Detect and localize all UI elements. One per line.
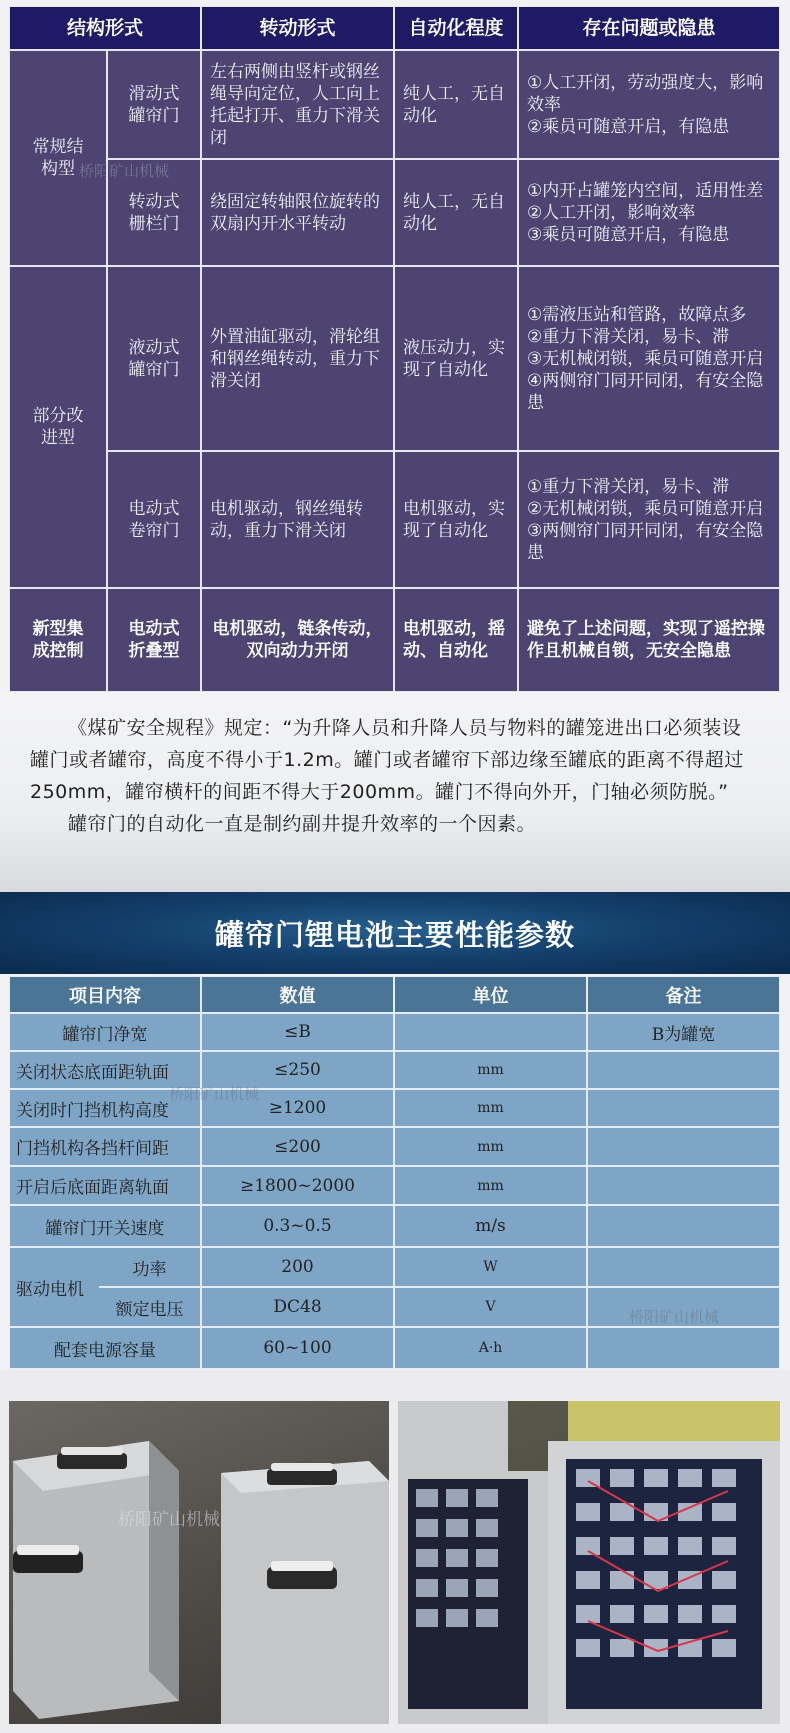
row4-issues: ①重力下滑关闭，易卡、滞 ②无机械闭锁，乘员可随意开启 ③两侧帘门同开同闭，有安全隐患	[518, 451, 780, 588]
param-note	[587, 1205, 780, 1247]
header-rotation: 转动形式	[201, 6, 394, 50]
type-hydraulic-curtain: 液动式 罐帘门	[107, 266, 201, 451]
capacity-unit: A·h	[394, 1327, 587, 1369]
header-issues: 存在问题或隐患	[518, 6, 780, 50]
row5-rotation: 电机驱动，链条传动，双向动力开闭	[201, 588, 394, 692]
param-unit: mm	[394, 1127, 587, 1166]
motor-voltage-label: 额定电压	[99, 1287, 201, 1327]
param-unit: m/s	[394, 1205, 587, 1247]
row2-issues: ①内开占罐笼内空间，适用性差 ②人工开闭，影响效率 ③乘员可随意开启，有隐患	[518, 159, 780, 266]
header-structure: 结构形式	[9, 6, 201, 50]
row3-automation: 液压动力，实现了自动化	[394, 266, 518, 451]
motor-voltage-value: DC48	[201, 1287, 394, 1327]
motor-power-label: 功率	[99, 1247, 201, 1287]
section-title: 罐帘门锂电池主要性能参数	[214, 917, 575, 952]
param-unit	[394, 1013, 587, 1051]
row5-automation: 电机驱动，摇动、自动化	[394, 588, 518, 692]
row3-rotation: 外置油缸驱动，滑轮组和钢丝绳转动，重力下滑关闭	[201, 266, 394, 451]
automation-note: 罐帘门的自动化一直是制约副井提升效率的一个因素。	[68, 813, 537, 835]
row1-issues: ①人工开闭，劳动强度大，影响效率 ②乘员可随意开启，有隐患	[518, 50, 780, 159]
header-automation: 自动化程度	[394, 6, 518, 50]
open-boxes-illustration	[398, 1401, 780, 1724]
param-note	[587, 1051, 780, 1089]
motor-power-value: 200	[201, 1247, 394, 1287]
param-value: ≥1200	[201, 1089, 394, 1127]
capacity-item: 配套电源容量	[9, 1327, 201, 1369]
row1-rotation: 左右两侧由竖杆或钢丝绳导向定位，人工向上托起打开、重力下滑关闭	[201, 50, 394, 159]
watermark: 桥阳矿山机械	[118, 1510, 220, 1530]
param-note	[587, 1089, 780, 1127]
param-unit: mm	[394, 1051, 587, 1089]
product-photos	[0, 1370, 790, 1733]
group-new-integrated: 新型集 成控制	[9, 588, 107, 692]
photo-closed-boxes	[9, 1401, 389, 1724]
structure-comparison-table	[9, 6, 780, 692]
row4-rotation: 电机驱动，钢丝绳转动，重力下滑关闭	[201, 451, 394, 588]
regulation-text: 《煤矿安全规程》规定：“为升降人员和升降人员与物料的罐笼进出口必须装设罐门或者罐帘，高度不得小于1.2m。罐门或者罐帘下部边缘至罐底的距离不得超过250mm，罐帘横杆的间距不得大于200mm。罐门不得向外开，门轴必须防脱。”	[30, 717, 744, 803]
param-item: 关闭状态底面距轨面	[9, 1051, 201, 1089]
closed-boxes-illustration	[9, 1401, 389, 1724]
watermark: 桥阳矿山机械	[79, 162, 170, 180]
param-unit: mm	[394, 1166, 587, 1205]
param-item: 门挡机构各挡杆间距	[9, 1127, 201, 1166]
header-note: 备注	[587, 976, 780, 1013]
watermark: 桥阳矿山机械	[169, 1085, 260, 1103]
row5-issues: 避免了上述问题，实现了遥控操作且机械自锁，无安全隐患	[518, 588, 780, 692]
motor-power-unit: W	[394, 1247, 587, 1287]
row3-issues: ①需液压站和管路，故障点多 ②重力下滑关闭，易卡、滞 ③无机械闭锁，乘员可随意开启 ④两侧帘门同开同闭，有安全隐患	[518, 266, 780, 451]
group-improved: 部分改 进型	[9, 266, 107, 588]
motor-label: 驱动电机	[9, 1247, 99, 1327]
capacity-note	[587, 1327, 780, 1369]
param-value: ≥1800~2000	[201, 1166, 394, 1205]
regulation-paragraph	[0, 692, 790, 892]
param-item: 关闭时门挡机构高度	[9, 1089, 201, 1127]
motor-voltage-unit: V	[394, 1287, 587, 1327]
capacity-value: 60~100	[201, 1327, 394, 1369]
watermark: 桥阳矿山机械	[629, 1308, 720, 1326]
param-value: 0.3~0.5	[201, 1205, 394, 1247]
param-item: 罐帘门开关速度	[9, 1205, 201, 1247]
param-value: ≤200	[201, 1127, 394, 1166]
type-rotating-gate: 转动式 栅栏门	[107, 159, 201, 266]
type-sliding-curtain: 滑动式 罐帘门	[107, 50, 201, 159]
header-value: 数值	[201, 976, 394, 1013]
photo-open-boxes	[398, 1401, 780, 1724]
param-unit: mm	[394, 1089, 587, 1127]
motor-power-note	[587, 1247, 780, 1287]
type-electric-folding: 电动式 折叠型	[107, 588, 201, 692]
type-electric-roller: 电动式 卷帘门	[107, 451, 201, 588]
param-item: 开启后底面距离轨面	[9, 1166, 201, 1205]
row4-automation: 电机驱动，实现了自动化	[394, 451, 518, 588]
parameters-table	[9, 976, 780, 1369]
section-banner	[0, 892, 790, 974]
group-conventional: 常规结 构型	[9, 50, 107, 266]
header-item: 项目内容	[9, 976, 201, 1013]
param-note: B为罐宽	[587, 1013, 780, 1051]
param-value: ≤250	[201, 1051, 394, 1089]
param-note	[587, 1166, 780, 1205]
param-item: 罐帘门净宽	[9, 1013, 201, 1051]
param-value: ≤B	[201, 1013, 394, 1051]
row2-automation: 纯人工，无自动化	[394, 159, 518, 266]
param-note	[587, 1127, 780, 1166]
header-unit: 单位	[394, 976, 587, 1013]
row2-rotation: 绕固定转轴限位旋转的双扇内开水平转动	[201, 159, 394, 266]
row1-automation: 纯人工，无自动化	[394, 50, 518, 159]
